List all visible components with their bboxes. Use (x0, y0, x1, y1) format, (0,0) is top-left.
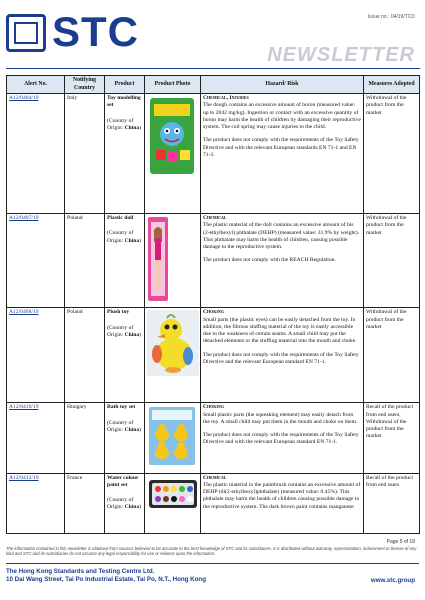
alert-link[interactable]: A12/0410/19 (9, 404, 39, 411)
product-name: Water colour paint set (107, 474, 139, 488)
col-notifying-country: Notifying Country (65, 76, 105, 94)
hazard-cell (201, 308, 364, 403)
photo-cell (145, 403, 201, 473)
issue-number: Issue no.: 04/19/TCD (367, 14, 415, 20)
company-address: 10 Dai Wang Street, Tai Po Industrial Estate, Tai Po, N.T., Hong Kong (6, 576, 206, 584)
product-name: Toy modelling set (107, 95, 141, 109)
hazard-description: Small parts (the plastic eyes) can be easily detached from the toy. In addition, the fibrous stuffing material of the toy is easily accessible due to the weakness of certain seams. A small child may put the detached elements or the stuffing material into the mouth and choke. (203, 316, 357, 345)
col-product: Product (105, 76, 145, 94)
origin-label: (Country of Origin: (107, 419, 134, 433)
plastic-doll-photo (147, 216, 169, 302)
newsletter-title: NEWSLETTER (267, 44, 415, 66)
measures-adopted: Recall of the product from end users, Withdrawal of the product from the market (364, 403, 420, 473)
compliance-note: The product does not comply with the requirements of the Toy Safety Directive and with the relevant European standard EN 71-1. (203, 432, 359, 446)
origin-country: China (124, 331, 140, 338)
hazard-title: Chemical (203, 474, 227, 481)
hazard-description: Small plastic parts (the squeaking element) may easily detach from the toy. A small child may put them in the mouth and choke on them. (203, 411, 358, 425)
origin-close: ) (139, 237, 142, 244)
hazard-cell (201, 214, 364, 308)
table-row (7, 94, 420, 214)
stc-logo-icon (6, 14, 46, 52)
alert-link[interactable]: A12/0412/19 (9, 474, 39, 481)
hazard-title: Chemical (203, 215, 227, 222)
origin-country: China (124, 426, 140, 433)
measures-adopted: Withdrawal of the product from the market (364, 308, 420, 403)
photo-cell (145, 473, 201, 533)
logo-text: STC (52, 8, 139, 55)
compliance-note: The product does not comply with the REACH Regulation. (203, 257, 336, 264)
origin-close: ) (139, 504, 142, 511)
product-name: Plush toy (107, 309, 130, 316)
notifying-country: France (65, 473, 105, 533)
water-colour-paint-set-photo (147, 476, 199, 512)
notifying-country: Italy (65, 94, 105, 214)
product-cell (105, 308, 145, 403)
hazard-title: Choking (203, 404, 224, 411)
newsletter-header (0, 0, 425, 70)
col-hazard-risk: Hazard/ Risk (201, 76, 364, 94)
compliance-note: The product does not comply with the requirements of the Toy Safety Directive and with the relevant European standards EN 71-1 and EN 71-3. (203, 137, 359, 158)
product-cell (105, 473, 145, 533)
plush-toy-photo (147, 310, 199, 376)
table-row (7, 214, 420, 308)
photo-cell (145, 214, 201, 308)
toy-modelling-set-photo (147, 96, 197, 176)
table-row (7, 473, 420, 533)
col-measures-adopted: Measures Adopted (364, 76, 420, 94)
measures-adopted: Recall of the product from end users (364, 473, 420, 533)
origin-close: ) (139, 331, 142, 338)
alert-link[interactable]: A12/0408/19 (9, 309, 39, 316)
photo-cell (145, 308, 201, 403)
page-number: Page 5 of 18 (386, 539, 415, 545)
header-divider (6, 68, 420, 69)
origin-label: (Country of Origin: (107, 324, 134, 338)
notifying-country: Poland (65, 214, 105, 308)
hazard-cell (201, 94, 364, 214)
hazard-title: Chemical, Injuries (203, 95, 249, 102)
hazard-cell (201, 473, 364, 533)
alert-link[interactable]: A12/0407/19 (9, 215, 39, 222)
bath-toy-set-photo (147, 405, 197, 467)
origin-country: China (124, 237, 140, 244)
origin-close: ) (139, 124, 142, 131)
notifying-country: Poland (65, 308, 105, 403)
product-cell (105, 94, 145, 214)
table-row (7, 403, 420, 473)
col-alert-no: Alert No. (7, 76, 65, 94)
table-row (7, 308, 420, 403)
hazard-description: The dough contains an excessive amount of boron (measured value: up to 2042 mg/kg). Ingestion or contact with an excessive quantity of boron may harm the health of children by damaging their reproductive system. The coil spring may cause injuries to the child. (203, 102, 361, 131)
product-name: Plastic doll (107, 215, 134, 222)
origin-country: China (124, 504, 140, 511)
company-name: The Hong Kong Standards and Testing Centre Ltd. (6, 568, 155, 575)
measures-adopted: Withdrawal of the product from the market (364, 214, 420, 308)
product-cell (105, 403, 145, 473)
hazard-title: Choking (203, 309, 224, 316)
product-name: Bath toy set (107, 404, 136, 411)
website-link[interactable]: www.stc.group (370, 577, 415, 584)
alerts-table (6, 75, 420, 534)
disclaimer-text: The information contained in this newsletter is obtained from sources believed to be accurate to the best knowledge of STC and its subsidiaries. It is distributed without warranty, representation, inducement or license of any kind and STC and its subsidiaries do not assume any legal responsibility for use or reliance upon the information. (6, 546, 417, 557)
origin-country: China (124, 124, 140, 131)
hazard-cell (201, 403, 364, 473)
table-header-row (7, 76, 420, 94)
notifying-country: Hungary (65, 403, 105, 473)
origin-close: ) (139, 426, 142, 433)
photo-cell (145, 94, 201, 214)
hazard-description: The plastic material in the paintbrush contains an excessive amount of DEHP (di(2-ethylhexyl)phthalate) (measured value: 0.45%). This phthalate may harm the health of children causing possible damage to the reproductive system. The dark brown paint contains manganese (203, 481, 361, 510)
origin-label: (Country of Origin: (107, 117, 134, 131)
alert-link[interactable]: A12/0404/19 (9, 95, 39, 102)
company-info (6, 568, 206, 585)
col-product-photo: Product Photo (145, 76, 201, 94)
compliance-note: The product does not comply with the requirements of the Toy Safety Directive and the relevant European standard EN 71-1. (203, 351, 359, 365)
measures-adopted: Withdrawal of the product from the market (364, 94, 420, 214)
origin-label: (Country of Origin: (107, 230, 134, 244)
product-cell (105, 214, 145, 308)
hazard-description: The plastic material of the doll contains an excessive amount of bis (2-ethylhexyl) phthalate (DEHP) (measured value: 31.9% by weight). This phthalate may harm the health of children, causing possible damage to the reproductive system. (203, 222, 360, 251)
origin-label: (Country of Origin: (107, 497, 134, 511)
footer-divider (6, 563, 419, 564)
